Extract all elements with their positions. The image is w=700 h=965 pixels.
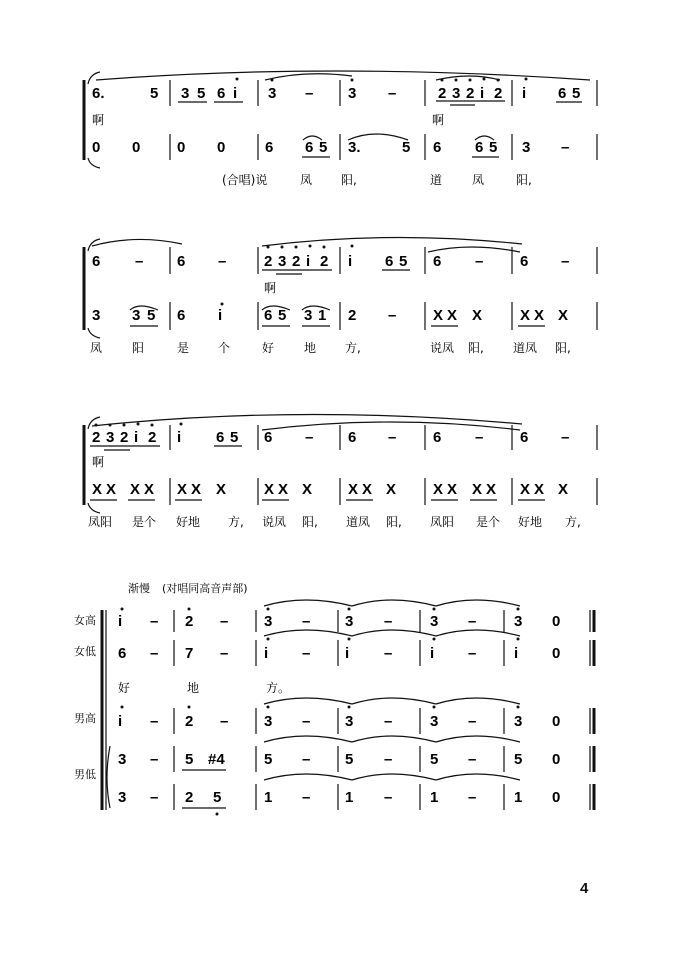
system4-s-note-2: 2 [185, 613, 194, 630]
system2-bottom-note-10: – [388, 307, 397, 324]
system3-bottom-lyric-lyric-11: 方, [565, 515, 581, 529]
system1-top-note-15: i [522, 85, 527, 102]
system3-bottom-note-11: X [362, 481, 373, 498]
system4-b1-note-11: 0 [552, 751, 561, 768]
system2-top-note-12: 6 [433, 253, 442, 270]
system2-bottom-note-11: X [433, 307, 444, 324]
system2-bottom-lyric-lyric-7: 说凤 [430, 341, 455, 355]
system4-b1-note-2: 5 [185, 751, 194, 768]
system4-b2-note-8: 1 [430, 789, 439, 806]
voice-label-alto: 女低 [74, 645, 96, 658]
system3-bottom-note-3: X [144, 481, 155, 498]
system3-bottom-lyric-lyric-6: 道凤 [346, 515, 371, 529]
system2-bottom-note-12: X [447, 307, 458, 324]
system1-bottom-note-7: 3. [348, 139, 361, 156]
system4-b2-note-0: 3 [118, 789, 127, 806]
system4-a-note-10: i [514, 645, 519, 662]
system2-bottom-note-9: 2 [348, 307, 357, 324]
system4-t-note-10: 3 [514, 713, 523, 730]
system1-top-lyric-lyric-0: 啊 [92, 113, 105, 127]
system3-bottom-lyric-lyric-1: 是个 [132, 515, 157, 529]
system1-bottom-lyric-lyric-1: 凤 [300, 173, 313, 187]
system3-top-note-6: 6 [216, 429, 225, 446]
system2-top-note-7: i [306, 253, 311, 270]
system2-top-note-9: i [348, 253, 353, 270]
system1-bottom-note-0: 0 [92, 139, 101, 156]
system4-b2-note-11: 0 [552, 789, 561, 806]
system4-b1-note-7: – [384, 751, 393, 768]
system1-top-note-13: i [480, 85, 485, 102]
notation-text-layer [88, 85, 581, 806]
system1-top-note-5: i [233, 85, 238, 102]
system2-top-note-11: 5 [399, 253, 408, 270]
system1-top-lyric-lyric-1: 啊 [432, 113, 445, 127]
system1-top-note-3: 5 [197, 85, 206, 102]
system3-bottom-note-0: X [92, 481, 103, 498]
system3-top-note-7: 5 [230, 429, 239, 446]
performance-instruction: (对唱同高音声部) [162, 582, 248, 595]
system4-s-note-0: i [118, 613, 123, 630]
system4-b2-note-6: 1 [345, 789, 354, 806]
system2-bottom-note-3: 6 [177, 307, 186, 324]
system3-top-note-5: i [177, 429, 182, 446]
system1-bottom-lyric-lyric-5: 阳, [516, 173, 532, 187]
system2-top-note-15: – [561, 253, 570, 270]
system2-bottom-lyric-lyric-10: 阳, [555, 341, 571, 355]
system4-b1-note-8: 5 [430, 751, 439, 768]
system4-b1-note-1: – [150, 751, 159, 768]
system2-top-note-0: 6 [92, 253, 101, 270]
system3-top-note-1: 3 [106, 429, 115, 446]
system2-bottom-note-16: X [558, 307, 569, 324]
system4-b1-note-5: – [302, 751, 311, 768]
system1-top-note-14: 2 [494, 85, 503, 102]
system4-a-note-4: i [264, 645, 269, 662]
system3-bottom-note-17: X [520, 481, 531, 498]
system4-b2-note-2: 2 [185, 789, 194, 806]
system1-top-note-2: 3 [181, 85, 190, 102]
system3-bottom-note-7: X [264, 481, 275, 498]
system2-top-note-8: 2 [320, 253, 329, 270]
system2-top-note-5: 3 [278, 253, 287, 270]
system4-t-note-4: 3 [264, 713, 273, 730]
system3-bottom-note-5: X [191, 481, 202, 498]
system4-b2-note-1: – [150, 789, 159, 806]
system3-top-note-10: 6 [348, 429, 357, 446]
system1-top-note-11: 3 [452, 85, 461, 102]
system2-bottom-lyric-lyric-3: 个 [218, 341, 231, 355]
system2-bottom-note-7: 3 [304, 307, 313, 324]
system3-top-note-4: 2 [148, 429, 157, 446]
system4-t-note-1: – [150, 713, 159, 730]
system3-top-note-11: – [388, 429, 397, 446]
system1-bottom-note-13: – [561, 139, 570, 156]
system4-b1-note-4: 5 [264, 751, 273, 768]
system4-s-note-11: 0 [552, 613, 561, 630]
system4-t-note-8: 3 [430, 713, 439, 730]
system2-bottom-lyric-lyric-8: 阳, [468, 341, 484, 355]
system3-bottom-note-6: X [216, 481, 227, 498]
system1-bottom-note-1: 0 [132, 139, 141, 156]
system3-bottom-note-15: X [472, 481, 483, 498]
system2-bottom-lyric-lyric-9: 道凤 [513, 341, 538, 355]
system4-s-note-7: – [384, 613, 393, 630]
system4-b2-note-7: – [384, 789, 393, 806]
system3-top-note-15: – [561, 429, 570, 446]
system4-b1-note-10: 5 [514, 751, 523, 768]
system4-b2-note-9: – [468, 789, 477, 806]
system3-top-note-12: 6 [433, 429, 442, 446]
system3-bottom-note-2: X [130, 481, 141, 498]
tempo-marking: 渐慢 [128, 582, 150, 595]
system4-a-note-1: – [150, 645, 159, 662]
system3-top-note-0: 2 [92, 429, 101, 446]
system2-bottom-lyric-lyric-4: 好 [262, 341, 275, 355]
system1-top-note-7: – [305, 85, 314, 102]
system4-lyric-lyric-0: 好 [118, 681, 131, 695]
system2-bottom-note-1: 3 [132, 307, 141, 324]
system2-top-note-2: 6 [177, 253, 186, 270]
system1-top-note-8: 3 [348, 85, 357, 102]
system4-a-note-6: i [345, 645, 350, 662]
page-number: 4 [580, 880, 589, 897]
system4-a-note-9: – [468, 645, 477, 662]
system3-bottom-note-18: X [534, 481, 545, 498]
system3-bottom-lyric-lyric-8: 凤阳 [430, 515, 455, 529]
system3-bottom-lyric-lyric-0: 凤阳 [88, 515, 113, 529]
system2-top-note-10: 6 [385, 253, 394, 270]
system3-bottom-note-8: X [278, 481, 289, 498]
system2-bottom-note-0: 3 [92, 307, 101, 324]
voice-label-soprano: 女高 [74, 614, 96, 627]
system4-lyric-lyric-1: 地 [187, 681, 200, 695]
system4-b1-note-0: 3 [118, 751, 127, 768]
system4-a-note-8: i [430, 645, 435, 662]
system3-bottom-note-16: X [486, 481, 497, 498]
system2-bottom-lyric-lyric-1: 阳 [132, 341, 145, 355]
system1-bottom-note-9: 6 [433, 139, 442, 156]
system2-top-note-1: – [135, 253, 144, 270]
system4-b1-note-3: #4 [208, 751, 225, 768]
system4-t-note-5: – [302, 713, 311, 730]
system4-b2-note-3: 5 [213, 789, 222, 806]
system1-bottom-note-12: 3 [522, 139, 531, 156]
system3-bottom-note-14: X [447, 481, 458, 498]
system1-top-note-10: 2 [438, 85, 447, 102]
system1-top-note-0: 6. [92, 85, 105, 102]
system4-s-note-10: 3 [514, 613, 523, 630]
system1-bottom-note-11: 5 [489, 139, 498, 156]
system2-bottom-note-5: 6 [264, 307, 273, 324]
system4-s-note-9: – [468, 613, 477, 630]
system2-top-note-14: 6 [520, 253, 529, 270]
system1-bottom-note-4: 6 [265, 139, 274, 156]
system2-top-note-13: – [475, 253, 484, 270]
system3-bottom-note-19: X [558, 481, 569, 498]
system3-bottom-lyric-lyric-3: 方, [228, 515, 244, 529]
system1-top-note-16: 6 [558, 85, 567, 102]
system1-bottom-note-5: 6 [305, 139, 314, 156]
system4-a-note-11: 0 [552, 645, 561, 662]
system4-s-note-6: 3 [345, 613, 354, 630]
system4-t-note-9: – [468, 713, 477, 730]
system2-bottom-note-8: 1 [318, 307, 327, 324]
system4-t-note-11: 0 [552, 713, 561, 730]
system3-bottom-lyric-lyric-4: 说凤 [262, 515, 287, 529]
system3-bottom-lyric-lyric-2: 好地 [176, 515, 201, 529]
system1-top-note-1: 5 [150, 85, 159, 102]
system3-bottom-lyric-lyric-10: 好地 [518, 515, 543, 529]
system4-s-note-3: – [220, 613, 229, 630]
system2-bottom-lyric-lyric-2: 是 [177, 341, 190, 355]
system4-b1-note-6: 5 [345, 751, 354, 768]
system4-a-note-0: 6 [118, 645, 127, 662]
system1-bottom-note-8: 5 [402, 139, 411, 156]
system1-top-note-6: 3 [268, 85, 277, 102]
system2-bottom-lyric-lyric-0: 凤 [90, 341, 103, 355]
system4-lyric-lyric-2: 方。 [266, 681, 291, 695]
system4-b2-note-4: 1 [264, 789, 273, 806]
system3-bottom-note-9: X [302, 481, 313, 498]
system2-bottom-note-6: 5 [278, 307, 287, 324]
system4-t-note-7: – [384, 713, 393, 730]
system4-s-note-4: 3 [264, 613, 273, 630]
system4-b1-note-9: – [468, 751, 477, 768]
system4-t-note-3: – [220, 713, 229, 730]
voice-label-bass: 男低 [74, 768, 96, 781]
system3-bottom-note-13: X [433, 481, 444, 498]
system3-top-note-13: – [475, 429, 484, 446]
system4-a-note-3: – [220, 645, 229, 662]
system2-bottom-note-2: 5 [147, 307, 156, 324]
system3-top-note-14: 6 [520, 429, 529, 446]
system3-bottom-note-12: X [386, 481, 397, 498]
system2-bottom-lyric-lyric-6: 方, [345, 341, 361, 355]
system4-t-note-0: i [118, 713, 123, 730]
system4-t-note-6: 3 [345, 713, 354, 730]
system4-a-note-5: – [302, 645, 311, 662]
system4-t-note-2: 2 [185, 713, 194, 730]
system4-b2-note-5: – [302, 789, 311, 806]
system1-bottom-lyric-lyric-4: 凤 [472, 173, 485, 187]
system1-top-note-12: 2 [466, 85, 475, 102]
system1-top-note-4: 6 [217, 85, 226, 102]
system2-bottom-note-4: i [218, 307, 223, 324]
system2-top-note-4: 2 [264, 253, 273, 270]
system1-bottom-note-6: 5 [319, 139, 328, 156]
system3-top-note-2: 2 [120, 429, 129, 446]
system1-top-note-17: 5 [572, 85, 581, 102]
system4-s-note-8: 3 [430, 613, 439, 630]
system4-s-note-5: – [302, 613, 311, 630]
system3-bottom-note-10: X [348, 481, 359, 498]
system3-bottom-note-4: X [177, 481, 188, 498]
system4-a-note-2: 7 [185, 645, 194, 662]
system1-bottom-note-2: 0 [177, 139, 186, 156]
system3-top-note-8: 6 [264, 429, 273, 446]
voice-label-tenor: 男高 [74, 712, 96, 725]
system2-top-lyric-lyric-0: 啊 [264, 281, 277, 295]
system2-bottom-note-15: X [534, 307, 545, 324]
system3-bottom-lyric-lyric-7: 阳, [386, 515, 402, 529]
system2-bottom-note-13: X [472, 307, 483, 324]
system2-top-note-3: – [218, 253, 227, 270]
system1-bottom-lyric-lyric-2: 阳, [341, 173, 357, 187]
system4-a-note-7: – [384, 645, 393, 662]
system1-bottom-note-10: 6 [475, 139, 484, 156]
system2-top-note-6: 2 [292, 253, 301, 270]
system1-bottom-lyric-lyric-0: (合唱)说 [222, 173, 268, 187]
system3-top-note-9: – [305, 429, 314, 446]
system2-bottom-lyric-lyric-5: 地 [304, 341, 317, 355]
system4-s-note-1: – [150, 613, 159, 630]
system3-bottom-lyric-lyric-5: 阳, [302, 515, 318, 529]
system4-b2-note-10: 1 [514, 789, 523, 806]
system3-top-note-3: i [134, 429, 139, 446]
system3-bottom-note-1: X [106, 481, 117, 498]
system3-top-lyric-lyric-0: 啊 [92, 455, 105, 469]
system1-bottom-note-3: 0 [217, 139, 226, 156]
system3-bottom-lyric-lyric-9: 是个 [476, 515, 501, 529]
system1-bottom-lyric-lyric-3: 道 [430, 173, 443, 187]
system1-top-note-9: – [388, 85, 397, 102]
system2-bottom-note-14: X [520, 307, 531, 324]
